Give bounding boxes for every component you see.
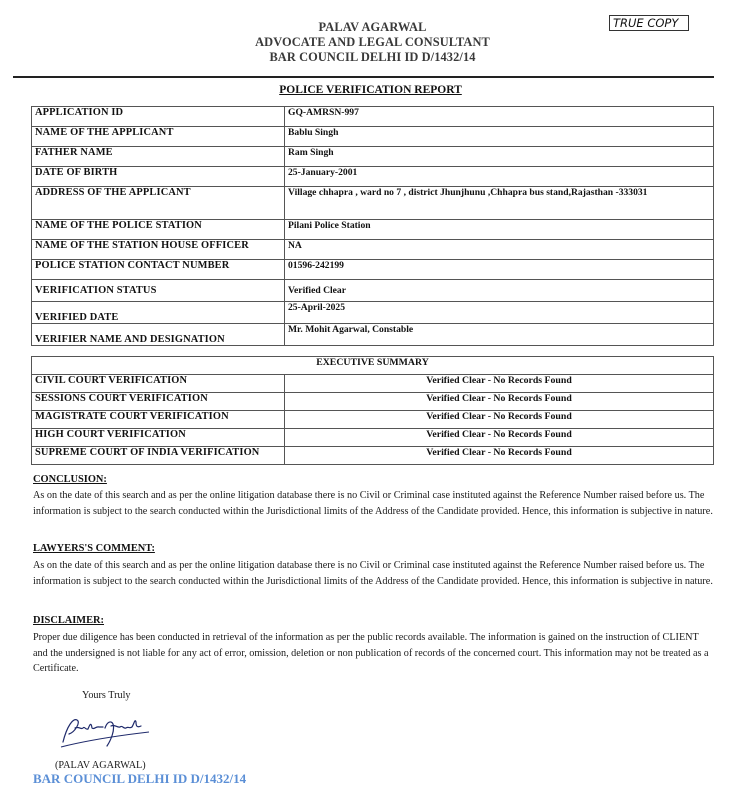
field-value: 25-April-2025 (285, 302, 714, 324)
field-label: POLICE STATION CONTACT NUMBER (32, 260, 285, 280)
table-header-row (32, 357, 714, 375)
table-row (32, 411, 714, 429)
field-label: VERIFICATION STATUS (32, 280, 285, 302)
table-row (32, 324, 714, 346)
advocate-title: ADVOCATE AND LEGAL CONSULTANT (255, 35, 490, 49)
executive-summary-table (31, 356, 714, 465)
court-label: HIGH COURT VERIFICATION (32, 429, 285, 447)
letterhead (200, 20, 545, 65)
signatory-bar-id: BAR COUNCIL DELHI ID D/1432/14 (33, 771, 247, 786)
lawyers-comment-body: As on the date of this search and as per the online litigation database there is no Civil or Criminal case instituted against the Reference Number raised before us. The information is subject to the search conducted within the Jurisdictional limits of the Address of the Candidate provided. Hence, this information is subjective in nature. (33, 560, 713, 587)
field-label: VERIFIED DATE (32, 302, 285, 324)
field-value: 01596-242199 (285, 260, 714, 280)
field-value: GQ-AMRSN-997 (285, 107, 714, 127)
table-row (32, 302, 714, 324)
field-value: Village chhapra , ward no 7 , district Jhunjhunu ,Chhapra bus stand,Rajasthan -333031 (285, 187, 714, 220)
report-title: POLICE VERIFICATION REPORT (279, 84, 462, 96)
field-value: Verified Clear (285, 280, 714, 302)
table-row (32, 447, 714, 465)
table-row (32, 240, 714, 260)
field-value: NA (285, 240, 714, 260)
field-value: 25-January-2001 (285, 167, 714, 187)
court-status: Verified Clear - No Records Found (285, 429, 714, 447)
field-label: VERIFIER NAME AND DESIGNATION (32, 324, 285, 346)
table-row (32, 429, 714, 447)
applicant-details-table (31, 106, 714, 346)
court-label: SESSIONS COURT VERIFICATION (32, 393, 285, 411)
table-row (32, 127, 714, 147)
table-row (32, 280, 714, 302)
table-row (32, 375, 714, 393)
field-label: FATHER NAME (32, 147, 285, 167)
court-status: Verified Clear - No Records Found (285, 375, 714, 393)
court-label: SUPREME COURT OF INDIA VERIFICATION (32, 447, 285, 465)
disclaimer-heading: DISCLAIMER: (33, 615, 105, 626)
table-row (32, 107, 714, 127)
court-status: Verified Clear - No Records Found (285, 411, 714, 429)
court-label: CIVIL COURT VERIFICATION (32, 375, 285, 393)
executive-summary-title: EXECUTIVE SUMMARY (32, 357, 714, 375)
field-value: Ram Singh (285, 147, 714, 167)
field-label: DATE OF BIRTH (32, 167, 285, 187)
header-divider (13, 76, 714, 78)
signature-image (55, 712, 155, 752)
field-label: APPLICATION ID (32, 107, 285, 127)
court-label: MAGISTRATE COURT VERIFICATION (32, 411, 285, 429)
field-value: Mr. Mohit Agarwal, Constable (285, 324, 714, 346)
signatory-name: (PALAV AGARWAL) (55, 760, 146, 771)
advocate-bar-id: BAR COUNCIL DELHI ID D/1432/14 (269, 50, 476, 64)
field-label: NAME OF THE STATION HOUSE OFFICER (32, 240, 285, 260)
table-row (32, 147, 714, 167)
table-row (32, 187, 714, 220)
field-value: Pilani Police Station (285, 220, 714, 240)
closing-text: Yours Truly (82, 690, 131, 701)
field-label: ADDRESS OF THE APPLICANT (32, 187, 285, 220)
lawyers-comment-heading: LAWYERS'S COMMENT: (33, 543, 155, 554)
table-row (32, 220, 714, 240)
disclaimer-body: Proper due diligence has been conducted in retrieval of the information as per the public records available. The information is gained on the instruction of CLIENT and the undersigned is not liable for any act of error, omission, deletion or non publication of records of the concerned court. This information may not be treated as a Certificate. (33, 632, 709, 674)
court-status: Verified Clear - No Records Found (285, 393, 714, 411)
field-label: NAME OF THE APPLICANT (32, 127, 285, 147)
true-copy-stamp: TRUE COPY (609, 15, 689, 31)
table-row (32, 260, 714, 280)
field-label: NAME OF THE POLICE STATION (32, 220, 285, 240)
conclusion-body: As on the date of this search and as per the online litigation database there is no Civil or Criminal case instituted against the Reference Number raised before us. The information is subject to the search conducted within the Jurisdictional limits of the Address of the Candidate provided. Hence, this information is subjective in nature. (33, 490, 713, 517)
conclusion-heading: CONCLUSION: (33, 474, 107, 485)
field-value: Bablu Singh (285, 127, 714, 147)
table-row (32, 393, 714, 411)
table-row (32, 167, 714, 187)
court-status: Verified Clear - No Records Found (285, 447, 714, 465)
advocate-name: PALAV AGARWAL (318, 20, 427, 34)
